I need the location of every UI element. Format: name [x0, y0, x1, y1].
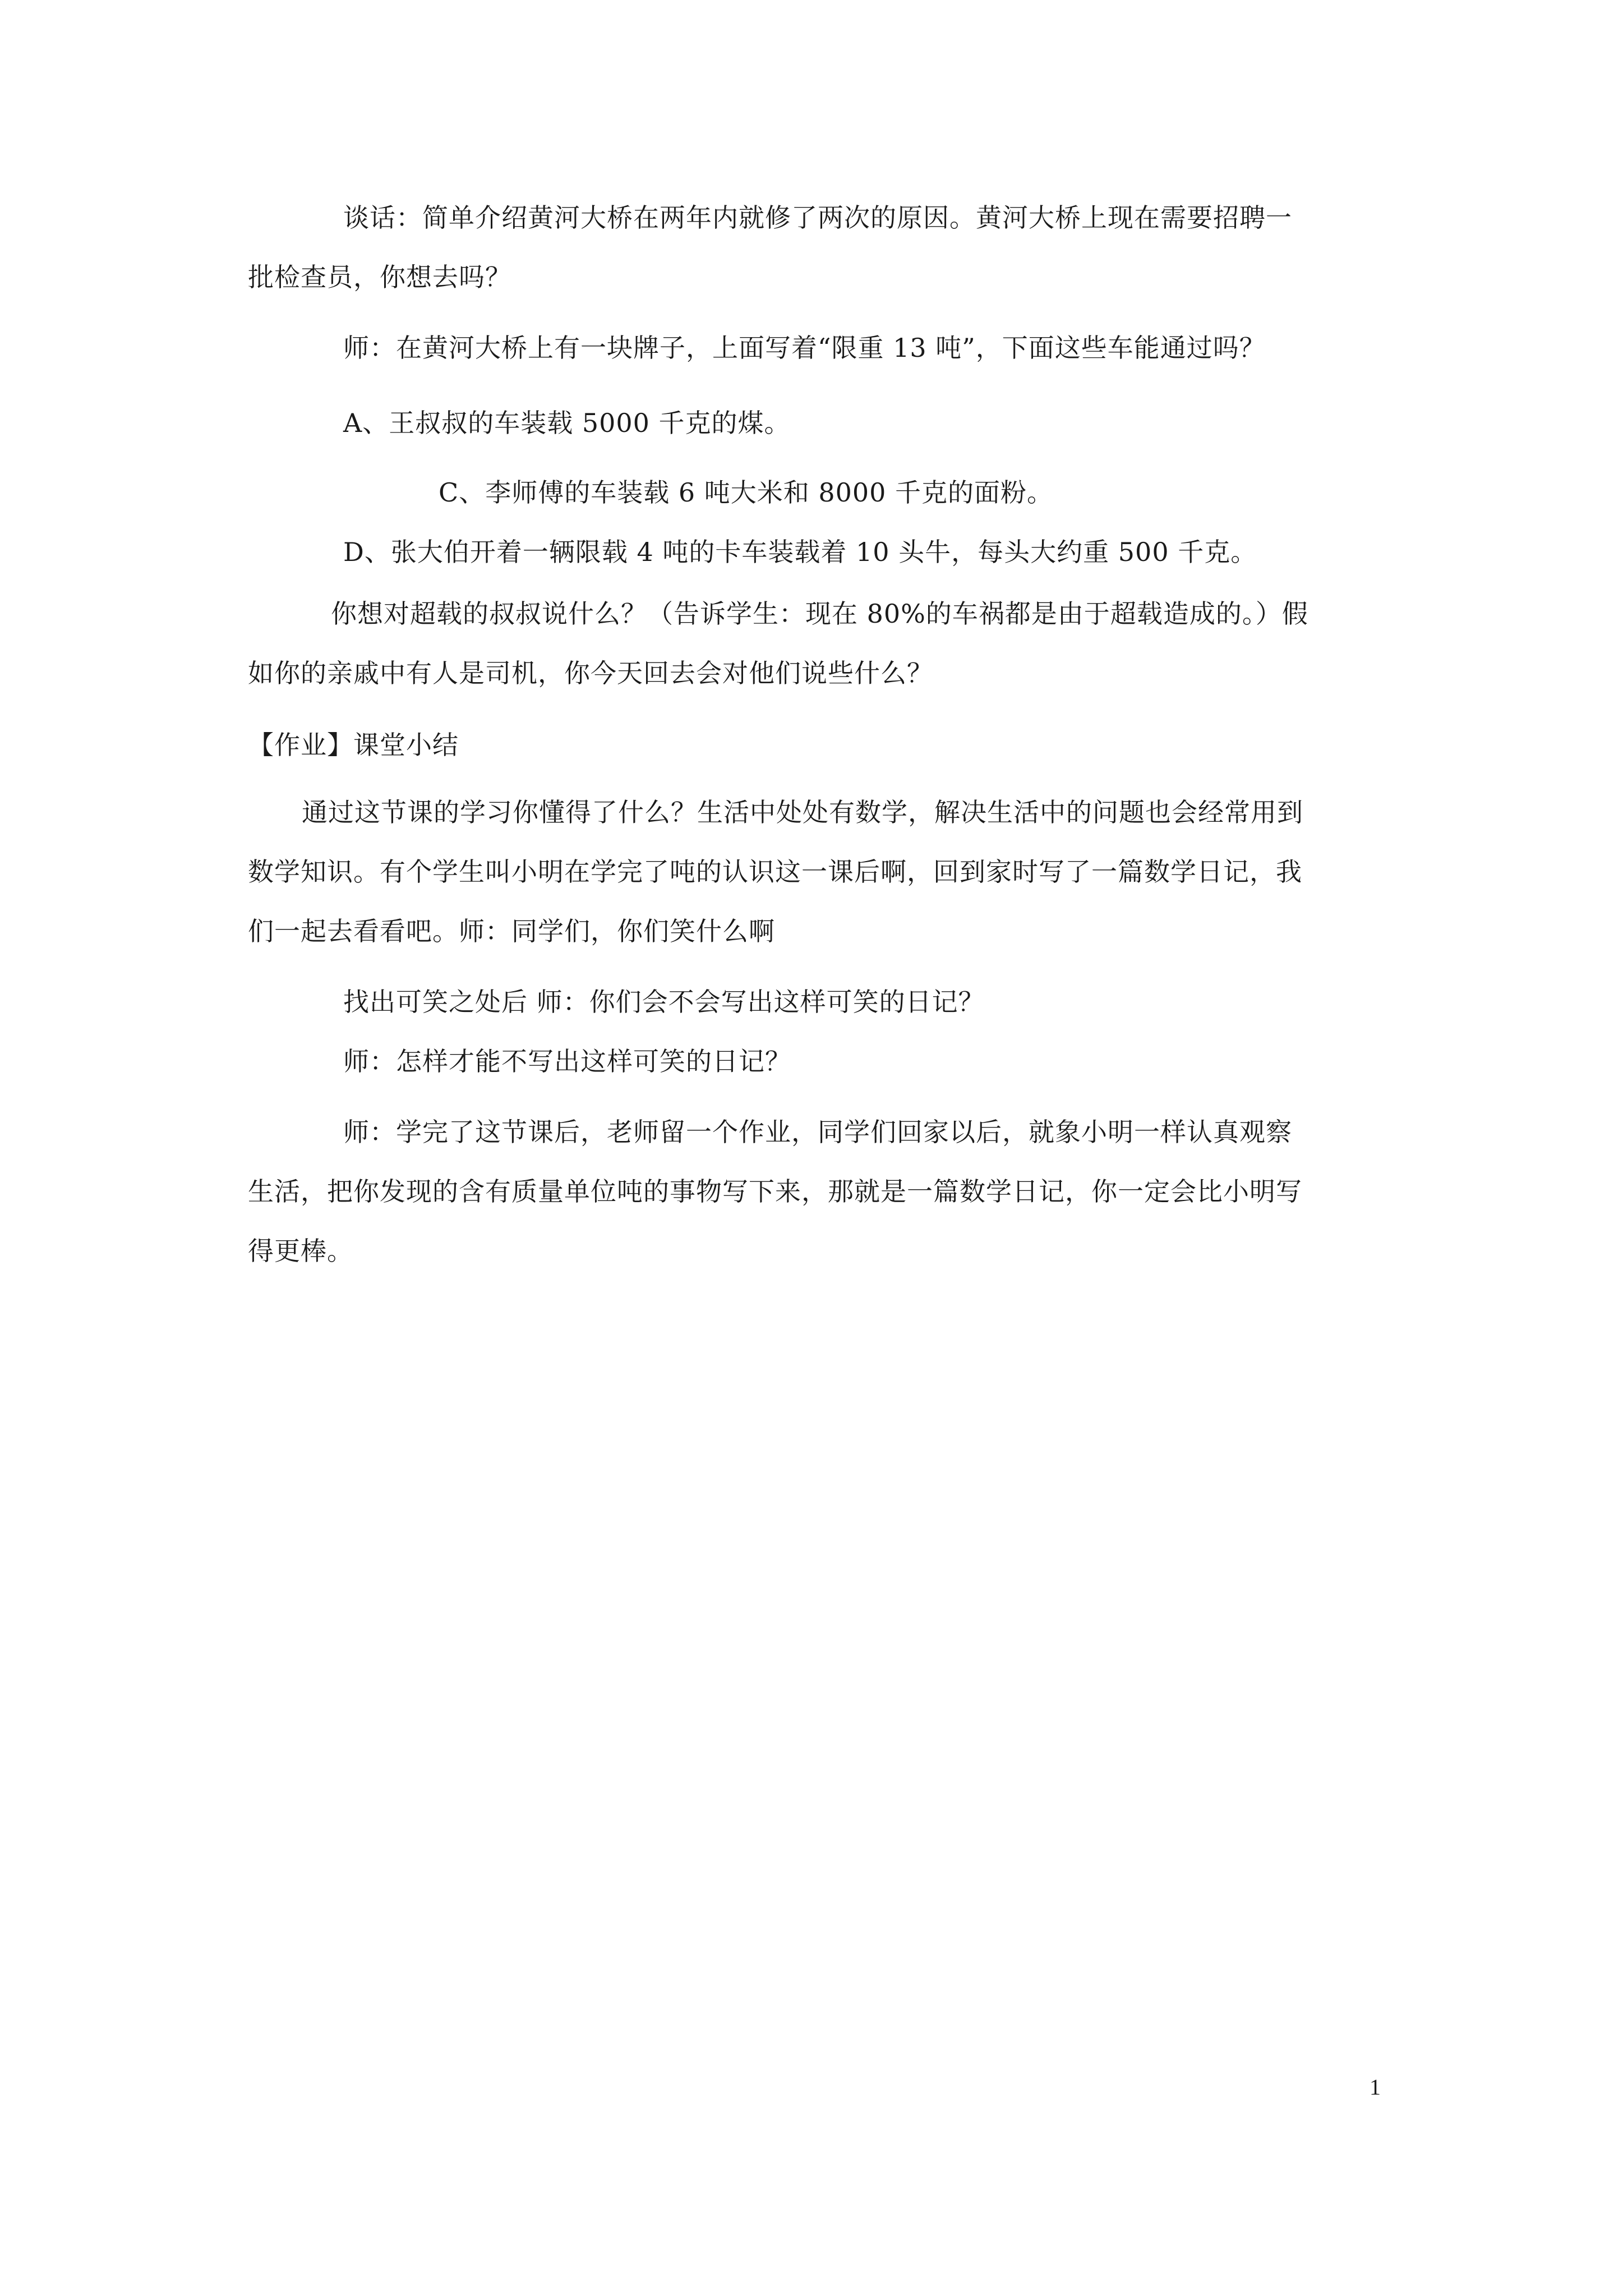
- section-heading: 【作业】课堂小结: [248, 730, 459, 760]
- paragraph-line: 通过这节课的学习你懂得了什么？生活中处处有数学，解决生活中的问题也会经常用到: [302, 797, 1303, 827]
- page-number: 1: [1370, 2074, 1381, 2100]
- paragraph-line: 们一起去看看吧。师：同学们，你们笑什么啊: [248, 916, 775, 946]
- paragraph-line: 你想对超载的叔叔说什么？（告诉学生：现在 80%的车祸都是由于超载造成的。）假: [331, 599, 1308, 629]
- paragraph-line: C、李师傅的车装载 6 吨大米和 8000 千克的面粉。: [439, 477, 1054, 508]
- paragraph-line: 师：在黄河大桥上有一块牌子，上面写着“限重 13 吨”，下面这些车能通过吗？: [343, 333, 1266, 363]
- paragraph-line: 如你的亲戚中有人是司机，你今天回去会对他们说些什么？: [248, 658, 933, 688]
- paragraph-line: 批检查员，你想去吗？: [248, 262, 511, 292]
- paragraph-line: 师：怎样才能不写出这样可笑的日记？: [343, 1046, 791, 1076]
- paragraph-line: 谈话：简单介绍黄河大桥在两年内就修了两次的原因。黄河大桥上现在需要招聘一: [343, 203, 1292, 233]
- paragraph-line: 师：学完了这节课后，老师留一个作业，同学们回家以后，就象小明一样认真观察: [343, 1117, 1292, 1147]
- paragraph-line: D、张大伯开着一辆限载 4 吨的卡车装载着 10 头牛，每头大约重 500 千克。: [343, 537, 1257, 567]
- paragraph-line: 找出可笑之处后 师：你们会不会写出这样可笑的日记？: [343, 987, 985, 1017]
- paragraph-line: 数学知识。有个学生叫小明在学完了吨的认识这一课后啊，回到家时写了一篇数学日记，我: [248, 857, 1302, 887]
- paragraph-line: 生活，把你发现的含有质量单位吨的事物写下来，那就是一篇数学日记，你一定会比小明写: [248, 1176, 1302, 1207]
- paragraph-line: A、王叔叔的车装载 5000 千克的煤。: [343, 408, 791, 438]
- paragraph-line: 得更棒。: [248, 1236, 353, 1266]
